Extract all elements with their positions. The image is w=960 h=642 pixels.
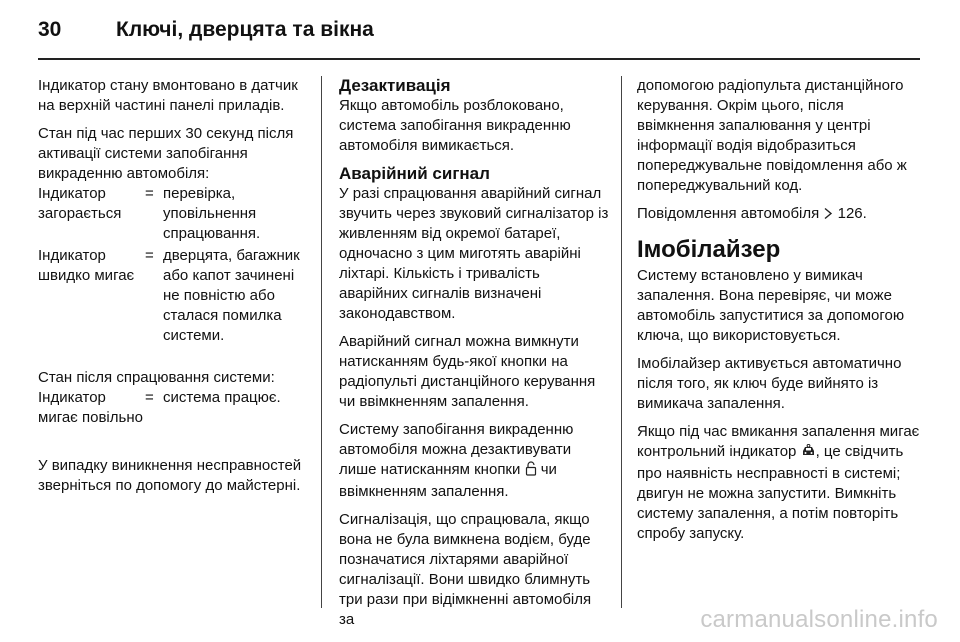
paragraph: [637, 422, 921, 544]
paragraph: У випадку виникнення несправностей зверніться по допомогу до майстерні.: [38, 457, 302, 494]
paragraph: Аварійний сигнал можна вимкнути натисканням будь-якої кнопки на радіопульті дистанційного керування чи ввімкненням запалення.: [339, 333, 596, 410]
text-span: Повідомлення автомобіля: [637, 205, 820, 222]
page-title: Ключі, дверцята та вікна: [116, 18, 374, 41]
paragraph: У разі спрацювання аварійний сигнал звучить через звуковий сигналізатор із живленням від окремої батареї, одночасно з цим миготять аварійні ліхтарі. Кількість і тривалість аварійних сигналів визначені законодавством.: [339, 185, 609, 322]
paragraph: Індикатор стану вмонтовано в датчик на верхній частині панелі приладів.: [38, 77, 298, 114]
indicator-value: дверцята, багажник або капот зачинені не повністю або сталася помилка системи.: [163, 247, 300, 344]
immobilizer-car-key-icon: [801, 444, 816, 464]
paragraph: [637, 204, 921, 226]
text-span: , це свідчить про наявність несправності в системі; двигун не можна запустити. Вимкніть систему запалення, а потім повторіть спробу запуску.: [637, 443, 904, 542]
paragraph: допомогою радіопульта дистанційного керування. Окрім цього, після ввімкнення запалювання у центрі інформації водія відобразиться попереджувальне повідомлення або ж попереджувальний код.: [637, 77, 907, 194]
paragraph: Стан під час перших 30 секунд після активації системи запобігання викраденню автомобіля:: [38, 125, 294, 182]
cross-reference-arrow-icon: [823, 206, 833, 226]
indicator-key: Індикатор швидко мигає: [38, 247, 135, 284]
page-number: 30: [38, 18, 62, 41]
unlock-key-icon: [525, 461, 537, 482]
page-header: [38, 18, 918, 48]
indicator-equals: =: [145, 185, 154, 202]
indicator-row: [38, 184, 310, 246]
indicator-equals: =: [145, 247, 154, 264]
watermark: carmanualsonline.info: [700, 606, 938, 633]
paragraph: Імобілайзер активується автоматично після того, як ключ буде вийнято із вимикача запалення.: [637, 355, 902, 412]
column-divider-1: [321, 76, 322, 608]
indicator-row: [38, 246, 310, 368]
column-2: [339, 76, 609, 638]
paragraph: [339, 420, 609, 502]
column-divider-2: [621, 76, 622, 608]
section-heading-alarm: Аварійний сигнал: [339, 164, 490, 183]
paragraph: Сигналізація, що спрацювала, якщо вона не була вимкнена водієм, буде позначатися ліхтарями аварійної сигналізації. Вони швидко блимнуть три рази при відімкненні автомобіля за: [339, 511, 592, 628]
indicator-value: система працює.: [163, 389, 281, 406]
text-span: чи ввімкненням запалення.: [339, 461, 557, 500]
header-rule: [38, 58, 920, 60]
text-span: Якщо під час вмикання запалення мигає контрольний індикатор: [637, 423, 920, 460]
indicator-key: Індикатор мигає повільно: [38, 389, 143, 426]
column-1: [38, 76, 310, 504]
page-reference: 126.: [837, 205, 867, 222]
indicator-equals: =: [145, 389, 154, 406]
section-heading-immobilizer: Імобілайзер: [637, 236, 781, 263]
paragraph: Систему встановлено у вимикач запалення. Вона перевіряє, чи може автомобіль запуститися за допомогою ключа, що використовується.: [637, 267, 905, 344]
text-span: Систему запобігання викраденню автомобіля можна дезактивувати лише натисканням кнопки: [339, 421, 574, 478]
section-heading-deactivation: Дезактивація: [339, 76, 451, 95]
indicator-row: [38, 388, 310, 456]
paragraph: Якщо автомобіль розблоковано, система запобігання викраденню автомобіля вимикається.: [339, 97, 571, 154]
column-3: [637, 76, 921, 552]
indicator-key: Індикатор загорається: [38, 185, 122, 222]
indicator-value: перевірка, уповільнення спрацювання.: [163, 185, 261, 242]
paragraph: Стан після спрацювання системи:: [38, 369, 275, 386]
